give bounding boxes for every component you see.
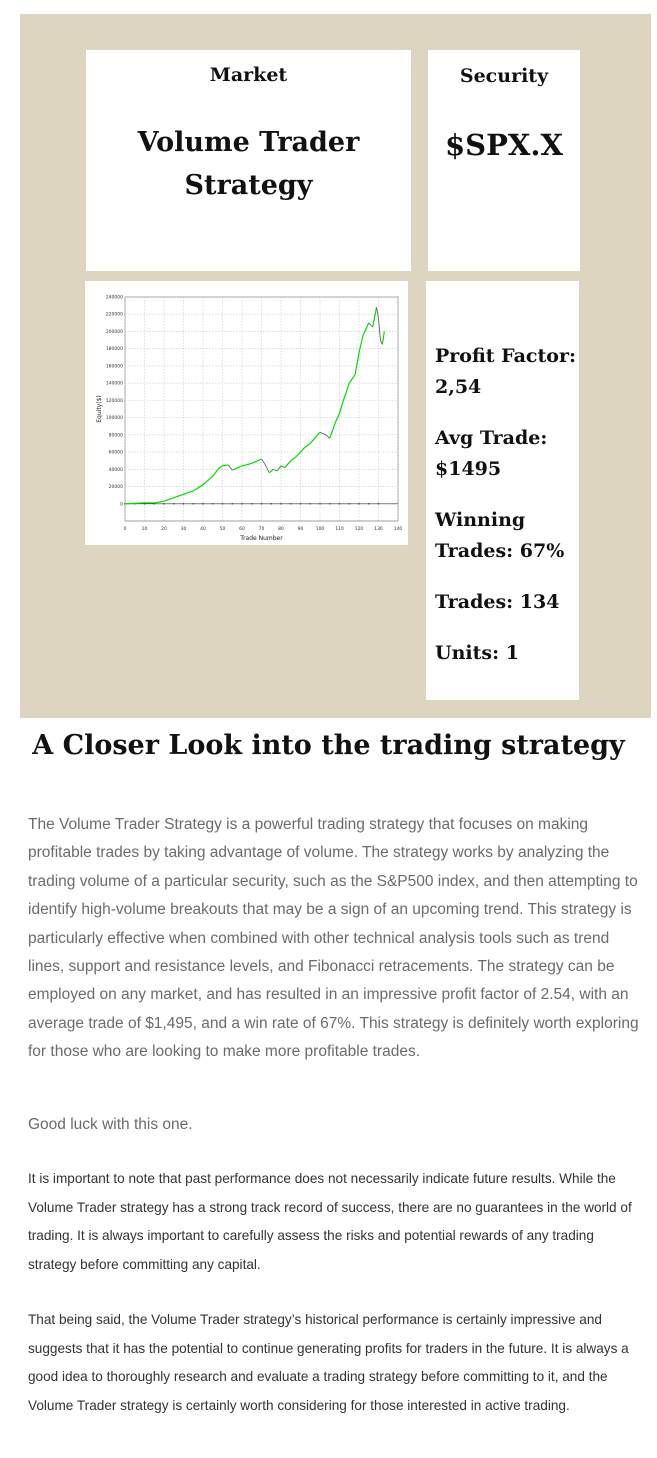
y-tick-label: 20000 (108, 485, 123, 491)
x-tick-label: 120 (354, 527, 364, 532)
x-tick-label: 80 (278, 527, 284, 532)
y-tick-label: 180000 (105, 347, 123, 353)
conclusion-paragraph: That being said, the Volume Trader strategy’s historical performance is certainly impressive and suggests that it has the potential to continue generating profits for traders in the future. It is always a good idea to thoroughly research and evaluate a trading strategy before committing to it, and the Volume Trader strategy is certainly worth considering for those interested in active trading. (28, 1312, 629, 1414)
trade-marker (251, 503, 252, 504)
x-tick-label: 50 (219, 527, 226, 532)
market-label: Market (209, 64, 288, 86)
stat-units: Units: 1 (435, 642, 519, 664)
stats-card (426, 281, 579, 700)
y-tick-label: 60000 (108, 450, 123, 456)
x-tick-label: 100 (315, 527, 325, 532)
y-tick-label: 100000 (105, 416, 123, 422)
stat-trades: Trades: 134 (435, 591, 560, 613)
equity-chart-card (85, 281, 408, 545)
trade-marker (349, 503, 350, 504)
x-axis-label: Trade Number (240, 535, 283, 542)
trade-marker (212, 503, 213, 504)
good-luck-text: Good luck with this one. (28, 1116, 193, 1133)
security-card (428, 50, 580, 271)
x-tick-label: 90 (297, 527, 304, 532)
x-tick-label: 140 (393, 527, 403, 532)
trade-marker (222, 503, 223, 504)
strategy-hero (20, 14, 651, 718)
disclaimer-paragraph: It is important to note that past performance does not necessarily indicate future results. While the Volume Trader strategy has a strong track record of success, there are no guarantees in the world of trading. It is always important to carefully assess the risks and potential rewards of any trading strategy before committing any capital. (28, 1171, 632, 1273)
trade-marker (300, 503, 301, 504)
y-tick-label: 120000 (105, 398, 123, 404)
intro-paragraph: The Volume Trader Strategy is a powerful trading strategy that focuses on making profitable trades by taking advantage of volume. The strategy works by analyzing the trading volume of a particular security, such as the S&P500 index, and then attempting to identify high-volume breakouts that may be a sign of an upcoming trend. This strategy is particularly effective when combined with other technical analysis tools such as trend lines, support and resistance levels, and Fibonacci retracements. The strategy can be employed on any market, and has resulted in an impressive profit factor of 2.54, with an average trade of $1,495, and a win rate of 67%. This strategy is definitely worth exploring for those who are looking to make more profitable trades. (28, 816, 639, 1061)
y-tick-label: 140000 (105, 381, 123, 387)
stat-profit-factor: Profit Factor: 2,54 (435, 345, 576, 398)
y-tick-label: 240000 (105, 295, 123, 301)
trade-marker (261, 503, 262, 504)
stats-list (426, 281, 579, 669)
trade-marker (193, 503, 194, 504)
stat-winning-trades: Winning Trades: 67% (435, 509, 565, 562)
section-title: A Closer Look into the trading strategy (32, 730, 625, 761)
trade-marker (290, 503, 291, 504)
trade-marker (183, 503, 184, 504)
x-tick-label: 30 (180, 527, 187, 532)
y-tick-label: 160000 (105, 364, 123, 370)
strategy-name: Volume Trader Strategy (137, 127, 360, 201)
trade-marker (310, 503, 311, 504)
x-tick-label: 70 (258, 527, 265, 532)
y-tick-label: 80000 (108, 433, 123, 439)
trade-marker (271, 503, 272, 504)
equity-segment (242, 465, 246, 466)
trade-marker (329, 503, 330, 504)
equity-segment (223, 465, 229, 466)
market-card (86, 50, 411, 271)
trade-marker (232, 503, 233, 504)
x-tick-label: 10 (141, 527, 148, 532)
trade-marker (173, 503, 174, 504)
trade-marker (163, 503, 164, 504)
trade-marker (378, 503, 379, 504)
y-tick-label: 220000 (105, 312, 123, 318)
x-tick-label: 40 (200, 527, 206, 532)
stat-avg-trade: Avg Trade: $1495 (435, 427, 548, 480)
y-tick-label: 0 (120, 502, 123, 508)
trade-marker (202, 503, 203, 504)
equity-curve-chart (85, 281, 408, 545)
trade-marker (368, 503, 369, 504)
y-tick-label: 200000 (105, 329, 123, 335)
x-tick-label: 60 (239, 527, 245, 532)
x-tick-label: 20 (161, 527, 167, 532)
trade-marker (280, 503, 281, 504)
y-axis-label: Equity($) (96, 395, 103, 423)
security-label: Security (459, 65, 549, 87)
security-value: $SPX.X (444, 128, 564, 162)
x-tick-label: 0 (123, 527, 127, 532)
trade-marker (319, 503, 320, 504)
y-tick-label: 40000 (108, 467, 123, 473)
x-tick-label: 130 (374, 527, 383, 532)
trade-marker (358, 503, 359, 504)
trade-marker (241, 503, 242, 504)
x-tick-label: 110 (335, 527, 344, 532)
trade-marker (339, 503, 340, 504)
